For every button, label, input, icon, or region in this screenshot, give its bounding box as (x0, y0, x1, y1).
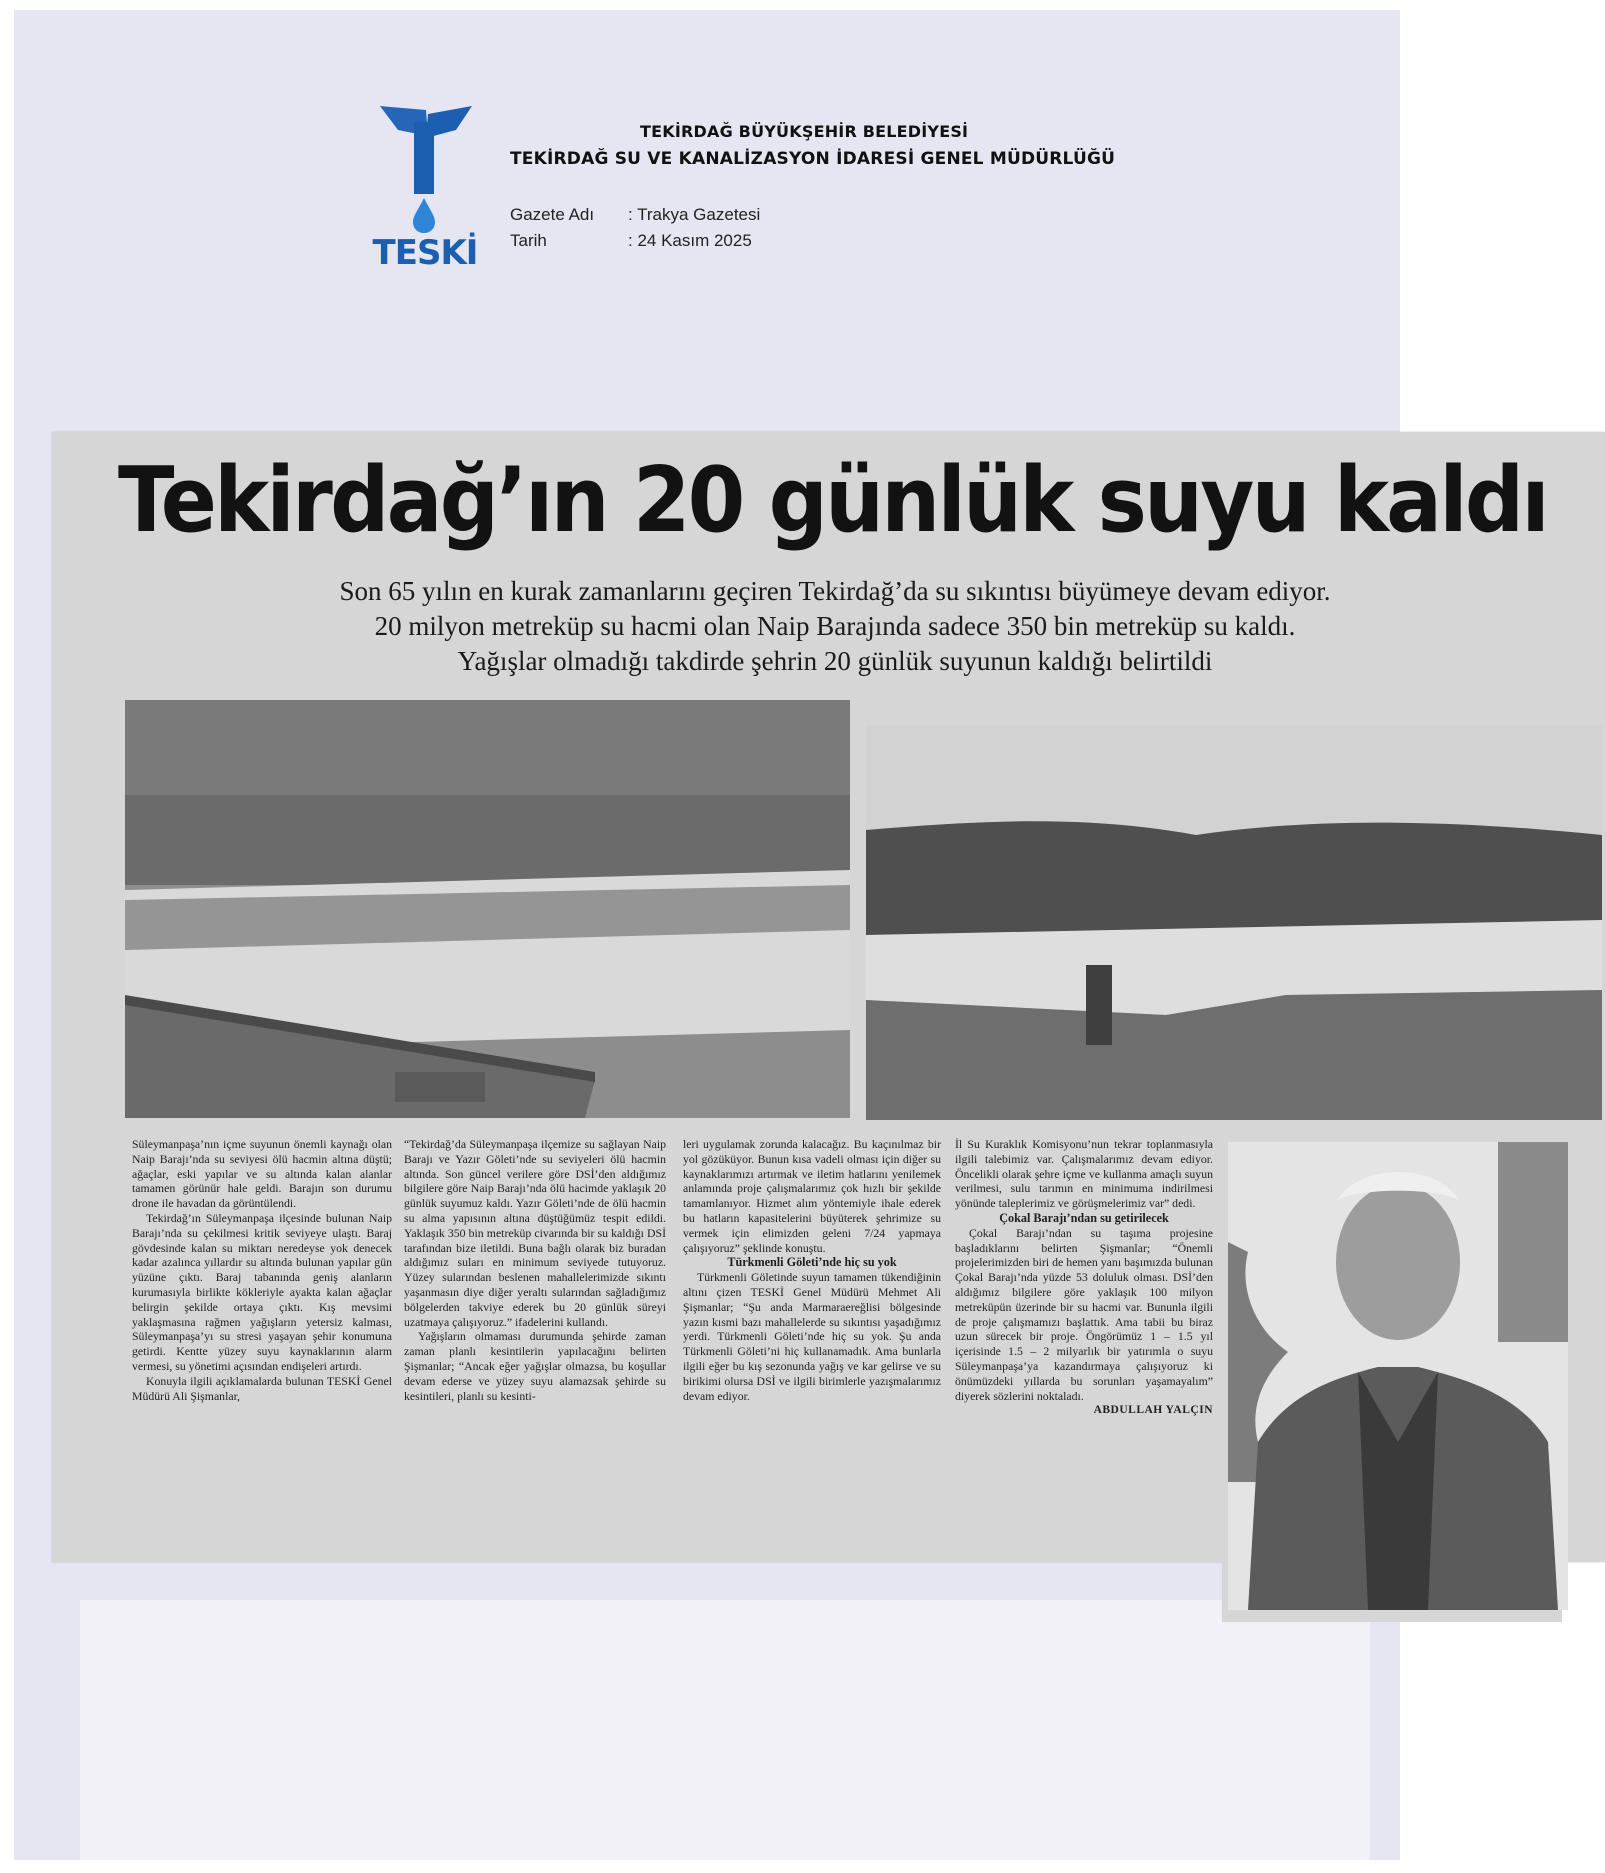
date-value: : 24 Kasım 2025 (628, 231, 752, 250)
column-2-paragraph-1: “Tekirdağ’da Süleymanpaşa ilçemize su sağlayan Naip Barajı ve Yazır Göleti’nde su seviyeleri ölü hacmin altında. Son güncel verilere göre DSİ’den aldığımız bilgilere göre Naip Barajı’nda ölü hacimde yaklaşık 20 günlük suyumuz kaldı. Yazır Göleti’nde de ölü hacmin su alma yapısının altına düştüğümüz tespit edildi. Yaklaşık 350 bin metreküp civarında bir su kaldığı DSİ tarafından bize iletildi. Buna bağlı olarak biz buradan aldığımız suları en minimum seviyede tutuyoruz. Yüzey sularından beslenen mahallelerimizde sıkıntı yaşanmasın diye diğer yeraltı sularından sağladığımız bölgelerden takviye ederek bu 20 günlük süreyi uzatmaya çalışıyoruz.” ifadelerini kullandı. (404, 1137, 666, 1329)
newspaper-label: Gazete Adı (510, 205, 595, 224)
article-column-2 (404, 1137, 666, 1403)
column-3-paragraph-2: Türkmenli Göletinde suyun tamamen tükendiğinin altını çizen TESKİ Genel Müdürü Mehmet Ali Şişmanlar; “Şu anda Marmaraereğlisi bölgesinde yazın kısmi bazı mahallelerde su sıkıntısı yaşadığımız yerdi. Türkmenli Göleti’nde hiç su yok. Şu anda Türkmenli Göleti’ni hiç kullanamadık. Ama bunlarla ilgili eğer bu kış sezonunda yağış ve kar gelirse ve su birikimi olursa DSİ ve ilgili birimlerle yazışmalarımız devam ediyor. (683, 1270, 941, 1403)
clipping-meta (510, 205, 760, 257)
column-4-subheading: Çokal Barajı’ndan su getirilecek (999, 1210, 1169, 1225)
sheet-lower-area (80, 1600, 1370, 1860)
newspaper-value: : Trakya Gazetesi (628, 205, 761, 224)
column-3-subheading: Türkmenli Göleti’nde hiç su yok (727, 1255, 897, 1270)
date-label: Tarih (510, 231, 547, 250)
official-portrait-photo (1228, 1142, 1568, 1610)
article-byline: ABDULLAH YALÇIN (1093, 1404, 1213, 1417)
article-column-3 (683, 1137, 941, 1403)
teski-logo (360, 100, 490, 270)
dam-photo-right (866, 725, 1602, 1120)
article-column-1 (132, 1137, 392, 1403)
logo-text: TESKİ (372, 233, 478, 270)
subheadline-line-3: Yağışlar olmadığı takdirde şehrin 20 günlük suyunun kaldığı belirtildi (457, 646, 1213, 676)
column-2-paragraph-2: Yağışların olmaması durumunda şehirde zaman zaman planlı kesintilerin yapılacağını belirten Şişmanlar; “Ancak eğer yağışlar olmazsa, bu koşullar devam ederse ve yüzey suyu alamazsak şehirde su kesintileri, planlı su kesinti- (404, 1329, 666, 1403)
organization-name (510, 122, 1115, 169)
article-column-4 (955, 1137, 1213, 1418)
column-3-paragraph-1: leri uygulamak zorunda kalacağız. Bu kaçınılmaz bir yol gözüküyor. Bunun kısa vadeli olması için diğer su kaynaklarımızı artırmak ve iletim hatlarını yenilemek anlamında proje çalışmalarımız çok hızlı bir şekilde tamamlanıyor. Hizmet alım yöntemiyle ihale ederek bu hatların kapasitelerini büyüterek şehrimize su vermek için elimizden geleni 7/24 yapmaya çalışıyoruz” şeklinde konuştu. (683, 1137, 941, 1255)
subheadline-line-2: 20 milyon metreküp su hacmi olan Naip Barajında sadece 350 bin metreküp su kaldı. (374, 611, 1296, 641)
column-4-paragraph-2: Çokal Barajı’ndan su taşıma projesine başladıklarını belirten Şişmanlar; “Önemli projelerimizden biri de hemen yanı başımızda bulunan Çokal Barajı’nda yüzde 53 doluluk olması. DSİ’den aldığımız bilgilere göre yaklaşık 100 milyon metreküpün üzerinde bir su hacmi var. Bununla ilgili de proje çalışmamızı başlattık. Ama tabii bu biraz uzun sürecek bir proje. Öngörümüz 1 – 1.5 yıl içerisinde 1.5 – 2 milyarlık bir yatırımla o suyu Süleymanpaşa’ya kazandırmaya çalışıyoruz ki önümüzdeki yıllarda bu sorunları yaşamayalım” diyerek sözlerini noktaladı. (955, 1225, 1213, 1403)
org-line-2: TEKİRDAĞ SU VE KANALİZASYON İDARESİ GENEL MÜDÜRLÜĞÜ (510, 149, 1116, 169)
article-headline: Tekirdağ’ın 20 günlük suyu kaldı (118, 448, 1548, 553)
org-line-1: TEKİRDAĞ BÜYÜKŞEHİR BELEDİYESİ (640, 122, 969, 141)
column-4-paragraph-1: İl Su Kuraklık Komisyonu’nun tekrar toplanmasıyla ilgili talebimiz var. Çalışmalarımız devam ediyor. Öncelikli olarak şehre içme ve kullanma amaçlı suyun verilmesi, sulu tarımın en minimuma indirilmesi yönünde taleplerimiz ve görüşmelerimiz var” dedi. (955, 1137, 1213, 1211)
dam-photo-left (125, 700, 850, 1118)
article-subheadline (200, 574, 1470, 679)
subheadline-line-1: Son 65 yılın en kurak zamanlarını geçiren Tekirdağ’da su sıkıntısı büyümeye devam ediyor. (339, 576, 1331, 606)
column-1-paragraph-1: Süleymanpaşa’nın içme suyunun önemli kaynağı olan Naip Barajı’nda su seviyesi ölü hacmin altına düştü; ağaçlar, eski yapılar ve su altında kalan alanlar tamamen görünür hale geldi. Barajın son durumu drone ile havadan da görüntülendi. (132, 1137, 392, 1211)
column-1-paragraph-3: Konuyla ilgili açıklamalarda bulunan TESKİ Genel Müdürü Ali Şişmanlar, (132, 1373, 392, 1403)
column-1-paragraph-2: Tekirdağ’ın Süleymanpaşa ilçesinde bulunan Naip Barajı’nda su çekilmesi kritik seviyeye ulaştı. Baraj gövdesinde kalan su miktarı neredeyse yok denecek kadar azalınca yıllardır su altında bulunan yapılar gün yüzüne çıktı. Baraj tabanında geniş alanların kurumasıyla birlikte kökleriyle ayakta kalan ağaçlar belirgin şekilde ortaya çıktı. Kış mevsimi yaklaşmasına rağmen yağışların yetersiz kalması, Süleymanpaşa’yı su stresi yaşayan şehir konumuna getirdi. Kentte yüzey suyu kaynaklarının alarm vermesi, su yönetimi açısından endişeleri artırdı. (132, 1210, 392, 1373)
